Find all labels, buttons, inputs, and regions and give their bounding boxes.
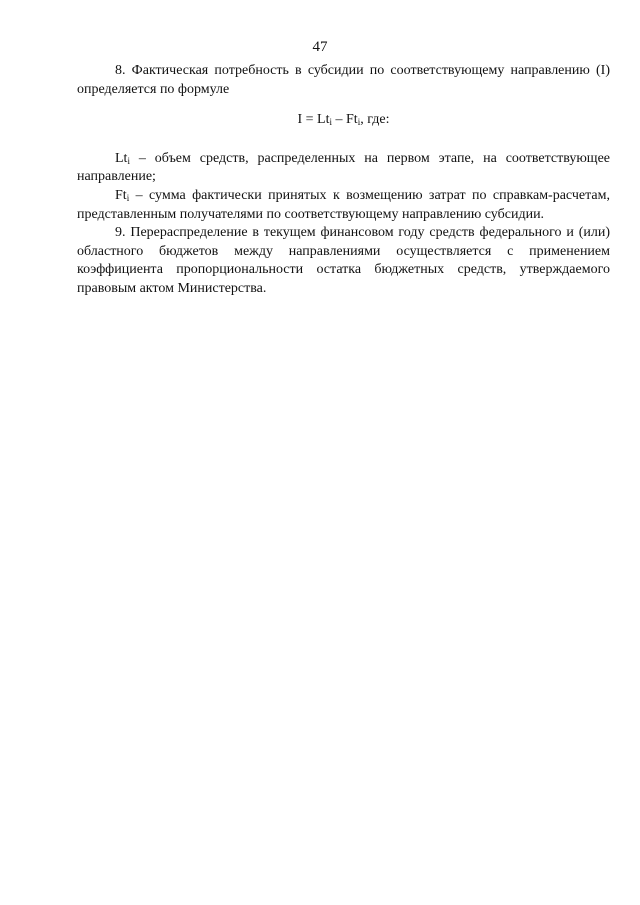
definition-ft (77, 187, 610, 224)
paragraph-8: 8. Фактическая потребность в субсидии по соответствующему направлению (I) определяется по формуле (77, 63, 610, 97)
definition-ft-text: – сумма фактически принятых к возмещению затрат по справкам-расчетам, представленным получателями по соответствующему направлению субсидии. (77, 187, 610, 222)
definition-lt-subscript: i (127, 155, 130, 166)
document-body (77, 62, 610, 299)
formula-subscript-2: i (357, 117, 361, 128)
formula (77, 111, 610, 130)
formula-right: , где: (360, 112, 390, 128)
definition-ft-subscript: i (126, 192, 130, 203)
formula-left: I = Lt (297, 112, 330, 128)
paragraph-9: 9. Перераспределение в текущем финансовом году средств федерального и (или) областного бюджетов между направлениями осуществляется с применением коэффициента пропорциональности остатка бюджетных средств, утверждаемого правовым актом Министерства. (77, 225, 610, 296)
formula-subscript-1: i (329, 117, 333, 128)
definition-lt (77, 150, 610, 187)
formula-middle: – Ft (332, 112, 358, 128)
definition-ft-symbol: Ft (115, 187, 127, 203)
definition-lt-symbol: Lt (115, 150, 128, 166)
definition-lt-text: – объем средств, распределенных на первом этапе, на соответствующее направление; (77, 150, 610, 185)
page-number: 47 (312, 39, 328, 55)
